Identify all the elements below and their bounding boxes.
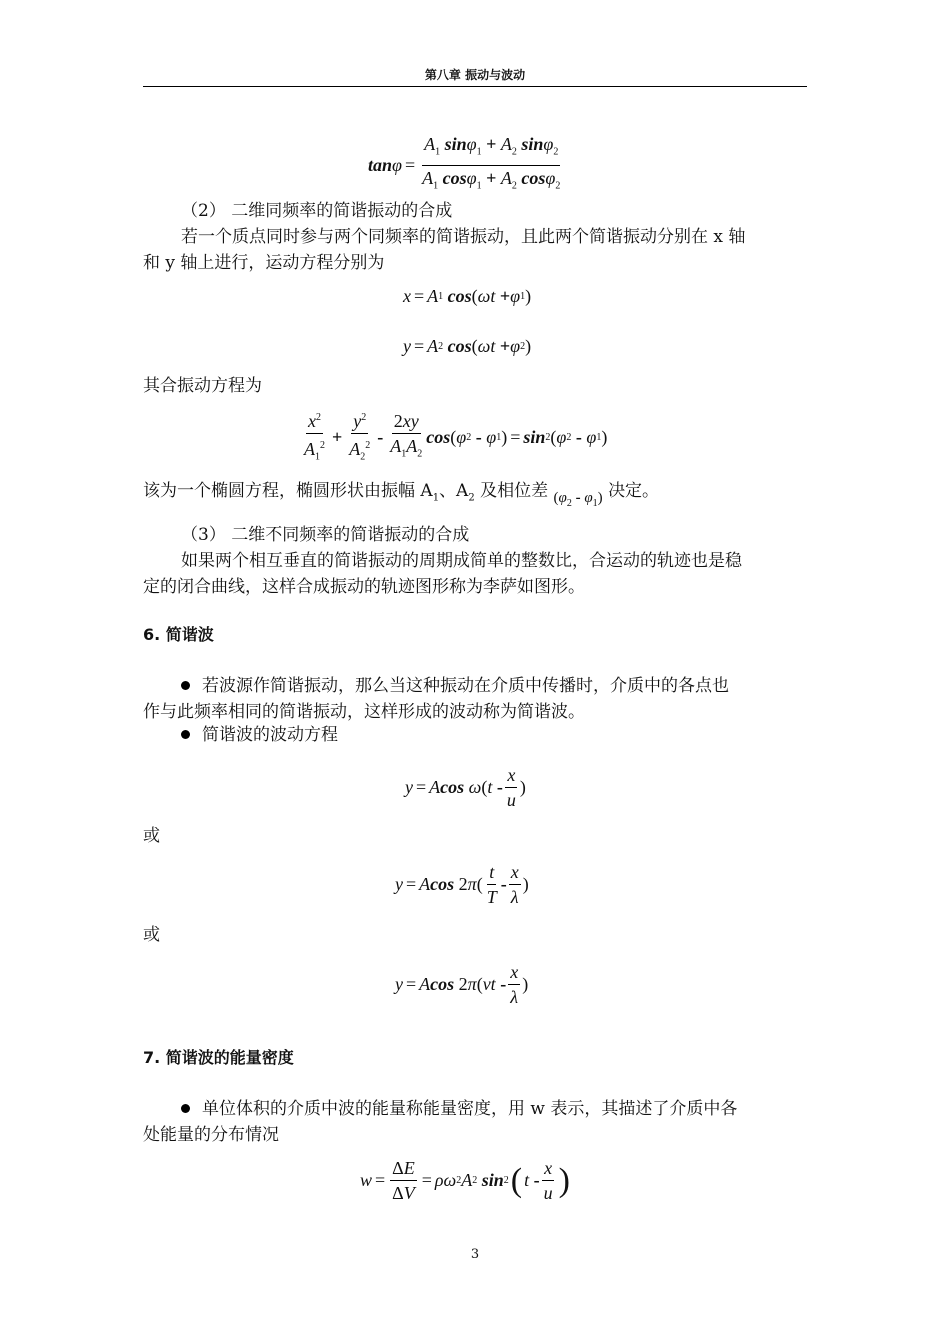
equation-ellipse: $\frac{x^2}{A_1^2}$ + $\frac{y^2}{A_2^2}$ - $\frac{2xy}{A_1A_2}$ cos ( φ 2 - φ 1 ) = sin 2 ( φ 2 - φ 1 )	[300, 408, 607, 468]
bullet-icon	[181, 1104, 190, 1113]
paragraph-line: 处能量的分布情况	[143, 1125, 279, 1145]
paragraph-line: 作与此频率相同的简谐振动，这样形成的波动称为简谐波。	[143, 702, 585, 722]
page-number: 3	[470, 1247, 480, 1262]
or-text: 或	[143, 826, 160, 846]
subsection-2-title: （2） 二维同频率的简谐振动的合成	[181, 201, 453, 221]
or-text: 或	[143, 925, 160, 945]
paragraph-line: 若一个质点同时参与两个同频率的简谐振动，且此两个简谐振动分别在 x 轴	[181, 227, 746, 247]
paragraph-line: 其合振动方程为	[143, 376, 262, 396]
header-rule	[143, 86, 807, 87]
equation-y: y = A 2 cos ( ωt + φ 2 )	[403, 336, 532, 356]
section-7-heading: 7. 简谐波的能量密度	[143, 1048, 294, 1067]
equation-wave-2: y = A cos 2 π ( $\frac{t}{T}$ - $\frac{x}{\lambda}$ )	[395, 862, 529, 907]
ellipse-text-a: 该为一个椭圆方程，椭圆形状由振幅 A	[143, 481, 433, 501]
bullet-item: 简谐波的波动方程	[143, 722, 338, 748]
equation-x: x = A 1 cos ( ωt + φ 1 )	[403, 286, 532, 306]
ellipse-text-d: 决定。	[608, 481, 660, 501]
paragraph-line: 定的闭合曲线，这样合成振动的轨迹图形称为李萨如图形。	[143, 577, 585, 597]
bullet-item: 单位体积的介质中波的能量称能量密度，用 w 表示，其描述了介质中各	[143, 1096, 737, 1122]
equation-tan-phi: tan φ = $\frac{A_1 \sin\varphi_1 + A_2 \sin\varphi_2}{A_1 \cos\varphi_1 + A_2 \cos\varphi_2}$	[368, 134, 561, 192]
paragraph-line: 如果两个相互垂直的简谐振动的周期成简单的整数比，合运动的轨迹也是稳	[181, 551, 742, 571]
subsection-3-title: （3） 二维不同频率的简谐振动的合成	[181, 525, 470, 545]
ellipse-text-c: 及相位差	[474, 481, 549, 501]
equation-wave-1: y = A cos ω ( t - $\frac{x}{u}$ )	[405, 765, 526, 810]
page-header-title: 第八章 振动与波动	[424, 68, 526, 82]
section-6-heading: 6. 简谐波	[143, 625, 214, 644]
ellipse-text-b: 、A	[439, 481, 469, 501]
paragraph-line: 和 y 轴上进行，运动方程分别为	[143, 253, 385, 273]
equation-energy-density: w = $\frac{\Delta E}{\Delta V}$ = ρω 2 A 2 sin 2 ( t - $\frac{x}{u}$ )	[360, 1158, 570, 1203]
bullet-icon	[181, 730, 190, 739]
bullet-item: 若波源作简谐振动，那么当这种振动在介质中传播时，介质中的各点也	[143, 673, 729, 699]
equation-wave-3: y = A cos 2 π ( νt - $\frac{x}{\lambda}$ )	[395, 962, 529, 1007]
paragraph-line: 该为一个椭圆方程，椭圆形状由振幅 $A_1$、$A_2$ 及相位差 $(\varphi_2 - \varphi_1)$ 决定。	[143, 481, 660, 509]
bullet-icon	[181, 681, 190, 690]
